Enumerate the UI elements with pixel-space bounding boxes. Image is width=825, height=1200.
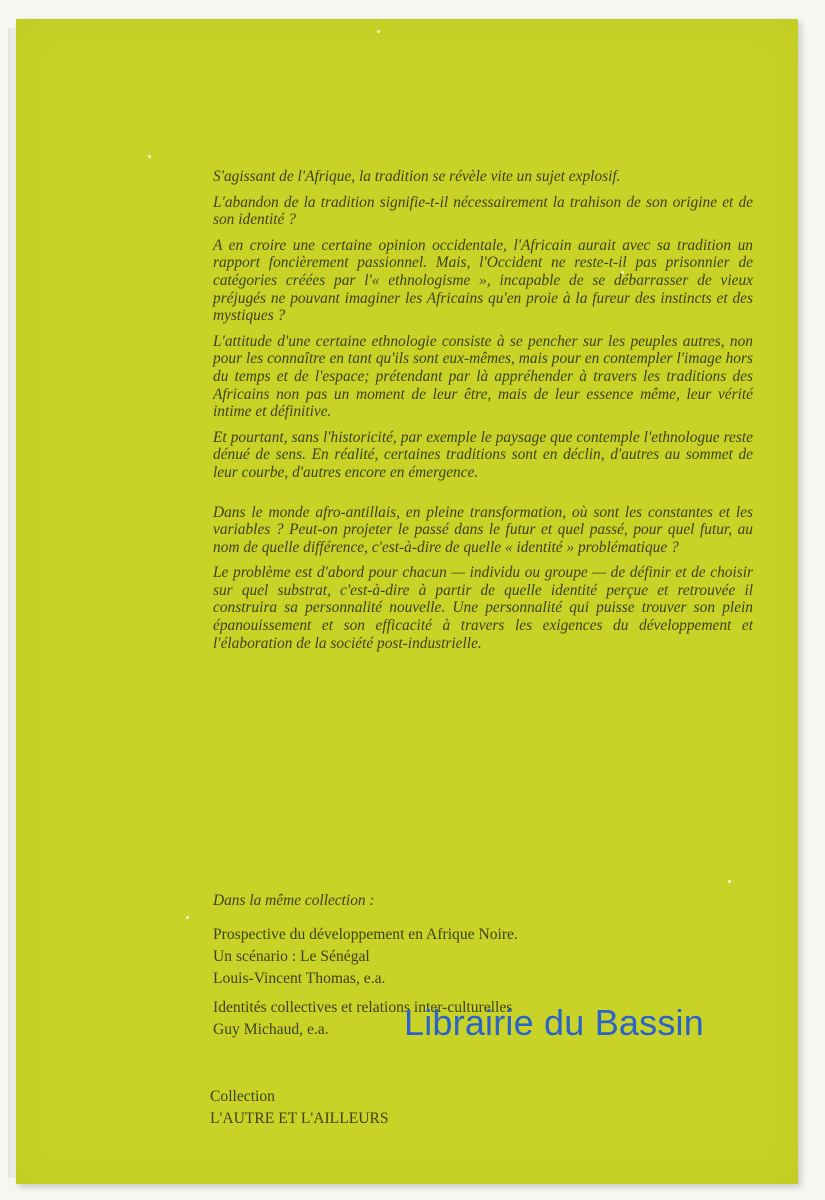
- blurb-paragraph: S'agissant de l'Afrique, la tradition se révèle vite un sujet explosif.: [213, 168, 621, 185]
- cover-speck: [148, 155, 151, 158]
- collection-entry: [213, 924, 518, 990]
- collection-title-line: Identités collectives et relations inter-culturelles: [213, 999, 513, 1016]
- blurb-paragraph: Le problème est d'abord pour chacun — individu ou groupe — de définir et de choisir sur quel substrat, c'est-à-dire à partir de quelle identité perçue et retrouvée il construira sa personnalité nouvelle. Une personnalité qui puisse trouver son plein épanouissement et son efficacité à travers les exigences du développement et l'élaboration de la société post-industrielle.: [213, 564, 753, 652]
- cover-speck: [377, 30, 380, 33]
- series-label: Collection: [210, 1088, 275, 1105]
- collection-title-line: Un scénario : Le Sénégal: [213, 948, 370, 965]
- blurb-paragraph: L'attitude d'une certaine ethnologie consiste à se pencher sur les peuples autres, non pour les connaître en tant qu'ils sont eux-mêmes, mais pour en contempler l'image hors du temps et de l'espace; prétendant par là appréhender à travers les traditions des Africains non pas un moment de leur être, mais de leur essence même, leur vérité intime et définitive.: [213, 332, 753, 421]
- series-block: [210, 1086, 389, 1130]
- collection-title-line: Prospective du développement en Afrique Noire.: [213, 926, 518, 943]
- blurb-paragraph: Et pourtant, sans l'historicité, par exemple le paysage que contemple l'ethnologue reste dénué de sens. En réalité, certaines traditions sont en déclin, d'autres au sommet de leur courbe, d'autres encore en émergence.: [213, 428, 753, 481]
- bookseller-watermark: Librairie du Bassin: [404, 1002, 704, 1043]
- collection-author-line: Louis-Vincent Thomas, e.a.: [213, 970, 386, 987]
- collection-heading: Dans la même collection :: [213, 892, 375, 909]
- blurb-text: [213, 168, 753, 660]
- series-name: L'AUTRE ET L'AILLEURS: [210, 1110, 389, 1127]
- cover-speck: [728, 880, 731, 883]
- collection-author-line: Guy Michaud, e.a.: [213, 1021, 329, 1038]
- blurb-paragraph: A en croire une certaine opinion occidentale, l'Africain aurait avec sa tradition un rapport foncièrement passionnel. Mais, l'Occident ne reste-t-il pas prisonnier de catégories créées par l'« ethnologisme », incapable de se débarrasser de vieux préjugés ne pouvant imaginer les Africains qu'en proie à la fureur des instincts et des mystiques ?: [213, 236, 753, 325]
- cover-speck: [186, 916, 189, 919]
- blurb-paragraph: L'abandon de la tradition signifie-t-il nécessairement la trahison de son origine et de son identité ?: [213, 193, 753, 229]
- blurb-paragraph: Dans le monde afro-antillais, en pleine transformation, où sont les constantes et les variables ? Peut-on projeter le passé dans le futur et quel passé, pour quel futur, au nom de quelle différence, c'est-à-dire de quelle « identité » problématique ?: [213, 503, 753, 556]
